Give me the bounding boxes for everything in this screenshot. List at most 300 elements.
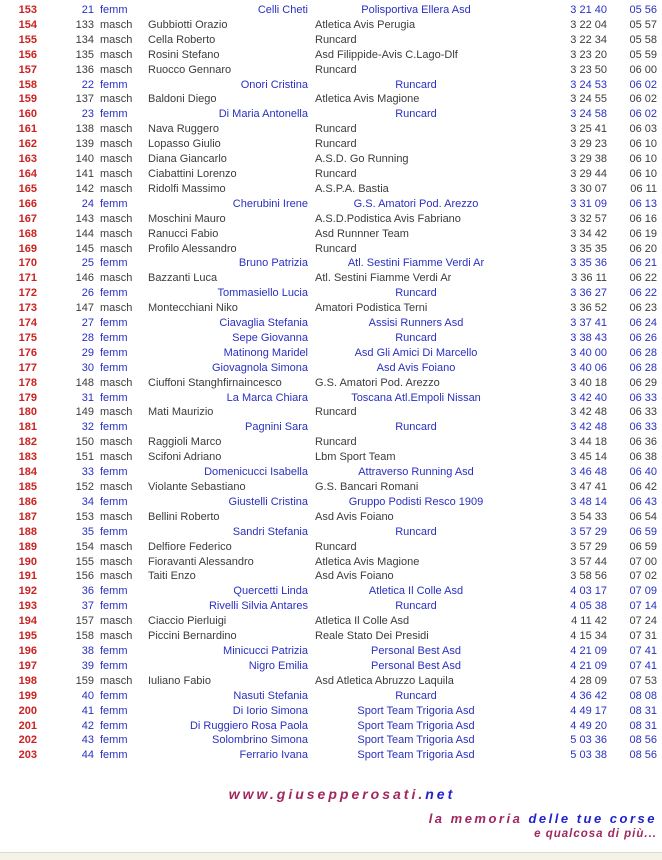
team-name: A.S.D. Go Running bbox=[315, 153, 409, 166]
category-rank: 40 bbox=[81, 689, 94, 702]
table-row bbox=[0, 152, 662, 167]
table-row bbox=[0, 450, 662, 465]
category-rank: 151 bbox=[75, 451, 94, 464]
team-name: Runcard bbox=[395, 525, 437, 538]
position-number: 193 bbox=[18, 600, 37, 613]
pace: 05 57 bbox=[629, 18, 657, 31]
page-footer bbox=[0, 786, 662, 840]
category-rank: 149 bbox=[75, 406, 94, 419]
team-name: A.S.P.A. Bastia bbox=[315, 182, 389, 195]
position-number: 188 bbox=[18, 525, 37, 538]
table-row bbox=[0, 78, 662, 93]
team-name: Personal Best Asd bbox=[371, 644, 461, 657]
finish-time: 3 30 07 bbox=[570, 182, 607, 195]
finish-time: 3 42 40 bbox=[570, 391, 607, 404]
team-name: Runcard bbox=[315, 167, 357, 180]
position-number: 163 bbox=[18, 153, 37, 166]
pace: 06 38 bbox=[629, 451, 657, 464]
gender-label: femm bbox=[100, 257, 128, 270]
position-number: 197 bbox=[18, 659, 37, 672]
team-name: Lbm Sport Team bbox=[315, 451, 396, 464]
finish-time: 3 57 44 bbox=[570, 555, 607, 568]
website-url-prefix: www.giusepperosati. bbox=[228, 786, 426, 802]
position-number: 191 bbox=[18, 570, 37, 583]
finish-time: 3 24 53 bbox=[570, 78, 607, 91]
table-row bbox=[0, 569, 662, 584]
category-rank: 140 bbox=[75, 153, 94, 166]
pace: 07 53 bbox=[629, 674, 657, 687]
table-row bbox=[0, 420, 662, 435]
finish-time: 5 03 36 bbox=[570, 734, 607, 747]
runner-name: Cella Roberto bbox=[148, 33, 216, 46]
category-rank: 145 bbox=[75, 242, 94, 255]
gender-label: femm bbox=[100, 719, 128, 732]
team-name: Gruppo Podisti Resco 1909 bbox=[348, 495, 484, 508]
table-row bbox=[0, 63, 662, 78]
gender-label: masch bbox=[100, 615, 133, 628]
position-number: 185 bbox=[18, 481, 37, 493]
runner-name: Raggioli Marco bbox=[148, 436, 222, 449]
table-row bbox=[0, 256, 662, 271]
finish-time: 3 40 06 bbox=[570, 361, 607, 374]
pace: 06 43 bbox=[629, 495, 657, 508]
runner-name: Pagnini Sara bbox=[245, 421, 308, 434]
runner-name: Ciuffoni Stanghfirnaincesco bbox=[148, 376, 282, 389]
runner-name: Diana Giancarlo bbox=[148, 153, 227, 166]
table-row bbox=[0, 674, 662, 689]
pace: 06 10 bbox=[629, 153, 657, 166]
category-rank: 135 bbox=[75, 48, 94, 61]
gender-label: masch bbox=[100, 570, 133, 583]
pace: 06 29 bbox=[629, 376, 657, 389]
category-rank: 157 bbox=[75, 615, 94, 628]
gender-label: femm bbox=[100, 734, 128, 747]
pace: 05 59 bbox=[629, 48, 657, 61]
category-rank: 41 bbox=[81, 704, 94, 717]
runner-name: Ranucci Fabio bbox=[148, 227, 219, 240]
gender-label: masch bbox=[100, 227, 133, 240]
finish-time: 3 57 29 bbox=[570, 525, 607, 538]
category-rank: 156 bbox=[75, 570, 94, 583]
table-row bbox=[0, 391, 662, 406]
gender-label: masch bbox=[100, 510, 133, 523]
category-rank: 34 bbox=[81, 495, 94, 508]
finish-time: 3 32 57 bbox=[570, 212, 607, 225]
gender-label: femm bbox=[100, 421, 128, 434]
table-row bbox=[0, 3, 662, 18]
table-row bbox=[0, 376, 662, 391]
pace: 06 20 bbox=[629, 242, 657, 255]
runner-name: Giovagnola Simona bbox=[211, 361, 308, 374]
pace: 06 02 bbox=[629, 108, 657, 121]
pace: 06 13 bbox=[629, 197, 657, 210]
pace: 08 08 bbox=[629, 689, 657, 702]
table-row bbox=[0, 540, 662, 555]
position-number: 180 bbox=[18, 406, 37, 419]
pace: 06 59 bbox=[629, 540, 657, 553]
finish-time: 5 03 38 bbox=[570, 749, 607, 762]
team-name: G.S. Amatori Pod. Arezzo bbox=[315, 376, 440, 389]
pace: 06 42 bbox=[629, 481, 657, 493]
position-number: 170 bbox=[18, 257, 37, 270]
finish-time: 4 03 17 bbox=[570, 585, 607, 598]
pace: 07 31 bbox=[629, 630, 657, 643]
finish-time: 3 47 41 bbox=[570, 481, 607, 493]
runner-name: Matinong Maridel bbox=[223, 346, 308, 359]
table-row bbox=[0, 271, 662, 286]
runner-name: Sandri Stefania bbox=[232, 525, 308, 538]
finish-time: 4 49 20 bbox=[570, 719, 607, 732]
runner-name: Celli Cheti bbox=[257, 4, 308, 16]
runner-name: Di Ruggiero Rosa Paola bbox=[189, 719, 308, 732]
runner-name: Fioravanti Alessandro bbox=[148, 555, 254, 568]
table-row bbox=[0, 33, 662, 48]
team-name: Amatori Podistica Terni bbox=[315, 302, 428, 315]
runner-name: Taiti Enzo bbox=[148, 570, 196, 583]
category-rank: 153 bbox=[75, 510, 94, 523]
position-number: 192 bbox=[18, 585, 37, 598]
position-number: 173 bbox=[18, 302, 37, 315]
category-rank: 23 bbox=[81, 108, 94, 121]
pace: 08 56 bbox=[629, 749, 657, 762]
pace: 05 58 bbox=[629, 33, 657, 46]
table-row bbox=[0, 227, 662, 242]
table-row bbox=[0, 48, 662, 63]
category-rank: 44 bbox=[81, 749, 94, 762]
runner-name: Nasuti Stefania bbox=[233, 689, 308, 702]
gender-label: masch bbox=[100, 436, 133, 449]
team-name: Sport Team Trigoria Asd bbox=[357, 734, 475, 747]
team-name: Runcard bbox=[395, 600, 437, 613]
runner-name: Moschini Mauro bbox=[148, 212, 226, 225]
finish-time: 4 21 09 bbox=[570, 644, 607, 657]
position-number: 182 bbox=[18, 436, 37, 449]
finish-time: 3 40 18 bbox=[570, 376, 607, 389]
position-number: 181 bbox=[18, 421, 37, 434]
runner-name: Tommasiello Lucia bbox=[217, 287, 308, 300]
runner-name: Nava Ruggero bbox=[148, 123, 219, 136]
finish-time: 3 36 11 bbox=[571, 272, 607, 285]
table-row bbox=[0, 167, 662, 182]
table-row bbox=[0, 301, 662, 316]
runner-name: Ferrario Ivana bbox=[239, 749, 308, 762]
finish-time: 3 23 50 bbox=[570, 63, 607, 76]
category-rank: 35 bbox=[81, 525, 94, 538]
table-row bbox=[0, 629, 662, 644]
pace: 06 26 bbox=[629, 331, 657, 344]
runner-name: Gubbiotti Orazio bbox=[148, 18, 228, 31]
pace: 06 10 bbox=[629, 138, 657, 151]
table-row bbox=[0, 197, 662, 212]
team-name: G.S. Bancari Romani bbox=[315, 481, 419, 493]
runner-name: Delfiore Federico bbox=[148, 540, 232, 553]
category-rank: 136 bbox=[75, 63, 94, 76]
gender-label: masch bbox=[100, 242, 133, 255]
position-number: 195 bbox=[18, 630, 37, 643]
category-rank: 36 bbox=[81, 585, 94, 598]
position-number: 175 bbox=[18, 331, 37, 344]
bottom-strip bbox=[0, 852, 662, 860]
finish-time: 4 21 09 bbox=[570, 659, 607, 672]
runner-name: Cherubini Irene bbox=[232, 197, 308, 210]
pace: 07 02 bbox=[629, 570, 657, 583]
finish-time: 3 38 43 bbox=[570, 331, 607, 344]
table-row bbox=[0, 212, 662, 227]
finish-time: 3 42 48 bbox=[570, 406, 607, 419]
position-number: 155 bbox=[18, 33, 37, 46]
position-number: 184 bbox=[18, 466, 37, 479]
table-row bbox=[0, 733, 662, 748]
team-name: Runcard bbox=[395, 331, 437, 344]
table-row bbox=[0, 704, 662, 719]
finish-time: 3 22 34 bbox=[570, 33, 607, 46]
position-number: 190 bbox=[18, 555, 37, 568]
table-row bbox=[0, 659, 662, 674]
runner-name: Bruno Patrizia bbox=[238, 257, 308, 270]
team-name: Atletica Avis Magione bbox=[315, 555, 420, 568]
pace: 07 41 bbox=[629, 644, 657, 657]
position-number: 171 bbox=[18, 272, 37, 285]
finish-time: 3 46 48 bbox=[570, 466, 607, 479]
finish-time: 3 35 35 bbox=[570, 242, 607, 255]
pace: 06 21 bbox=[629, 257, 657, 270]
pace: 06 40 bbox=[629, 466, 657, 479]
position-number: 179 bbox=[18, 391, 37, 404]
category-rank: 144 bbox=[75, 227, 94, 240]
finish-time: 3 22 04 bbox=[570, 18, 607, 31]
team-name: A.S.D.Podistica Avis Fabriano bbox=[315, 212, 461, 225]
category-rank: 30 bbox=[81, 361, 94, 374]
gender-label: femm bbox=[100, 644, 128, 657]
table-row bbox=[0, 510, 662, 525]
gender-label: masch bbox=[100, 153, 133, 166]
table-row bbox=[0, 182, 662, 197]
gender-label: masch bbox=[100, 63, 133, 76]
pace: 06 28 bbox=[629, 346, 657, 359]
position-number: 160 bbox=[18, 108, 37, 121]
position-number: 194 bbox=[18, 615, 37, 628]
team-name: Atletica Il Colle Asd bbox=[315, 615, 410, 628]
category-rank: 29 bbox=[81, 346, 94, 359]
gender-label: femm bbox=[100, 346, 128, 359]
pace: 06 02 bbox=[629, 93, 657, 106]
position-number: 186 bbox=[18, 495, 37, 508]
runner-name: Baldoni Diego bbox=[148, 93, 217, 106]
pace: 07 41 bbox=[629, 659, 657, 672]
position-number: 203 bbox=[18, 749, 37, 762]
gender-label: masch bbox=[100, 555, 133, 568]
pace: 07 09 bbox=[629, 585, 657, 598]
team-name: Asd Atletica Abruzzo Laquila bbox=[315, 674, 454, 687]
gender-label: masch bbox=[100, 630, 133, 643]
position-number: 196 bbox=[18, 644, 37, 657]
finish-time: 3 57 29 bbox=[570, 540, 607, 553]
gender-label: masch bbox=[100, 674, 133, 687]
position-number: 172 bbox=[18, 287, 37, 300]
table-row bbox=[0, 495, 662, 510]
gender-label: masch bbox=[100, 272, 133, 285]
category-rank: 147 bbox=[75, 302, 94, 315]
category-rank: 158 bbox=[75, 630, 94, 643]
finish-time: 3 25 41 bbox=[570, 123, 607, 136]
finish-time: 3 29 23 bbox=[570, 138, 607, 151]
category-rank: 25 bbox=[81, 257, 94, 270]
gender-label: masch bbox=[100, 376, 133, 389]
tagline-part2: delle tue corse bbox=[528, 811, 657, 826]
team-name: Asd Gli Amici Di Marcello bbox=[354, 346, 478, 359]
position-number: 189 bbox=[18, 540, 37, 553]
position-number: 201 bbox=[18, 719, 37, 732]
category-rank: 37 bbox=[81, 600, 94, 613]
category-rank: 159 bbox=[75, 674, 94, 687]
runner-name: Minicucci Patrizia bbox=[223, 644, 308, 657]
gender-label: masch bbox=[100, 18, 133, 31]
runner-name: Onori Cristina bbox=[240, 78, 308, 91]
position-number: 157 bbox=[18, 63, 37, 76]
gender-label: masch bbox=[100, 123, 133, 136]
runner-name: Solombrino Simona bbox=[212, 734, 308, 747]
gender-label: femm bbox=[100, 659, 128, 672]
team-name: Asd Avis Foiano bbox=[315, 570, 394, 583]
gender-label: masch bbox=[100, 93, 133, 106]
gender-label: femm bbox=[100, 749, 128, 762]
table-row bbox=[0, 435, 662, 450]
category-rank: 154 bbox=[75, 540, 94, 553]
pace: 06 19 bbox=[629, 227, 657, 240]
table-row bbox=[0, 555, 662, 570]
category-rank: 139 bbox=[75, 138, 94, 151]
finish-time: 3 29 44 bbox=[570, 167, 607, 180]
category-rank: 33 bbox=[81, 466, 94, 479]
team-name: Runcard bbox=[315, 33, 357, 46]
runner-name: Ciaccio Pierluigi bbox=[148, 615, 227, 628]
pace: 07 24 bbox=[629, 615, 657, 628]
runner-name: Mati Maurizio bbox=[148, 406, 214, 419]
position-number: 199 bbox=[18, 689, 37, 702]
pace: 05 56 bbox=[629, 4, 657, 16]
category-rank: 146 bbox=[75, 272, 94, 285]
table-row bbox=[0, 18, 662, 33]
finish-time: 3 35 36 bbox=[570, 257, 607, 270]
pace: 06 28 bbox=[629, 361, 657, 374]
category-rank: 137 bbox=[75, 93, 94, 106]
category-rank: 155 bbox=[75, 555, 94, 568]
team-name: Sport Team Trigoria Asd bbox=[357, 749, 475, 762]
table-row bbox=[0, 286, 662, 301]
website-url-suffix: net bbox=[425, 786, 456, 802]
table-row bbox=[0, 748, 662, 763]
pace: 07 14 bbox=[629, 600, 657, 613]
gender-label: femm bbox=[100, 4, 128, 16]
table-row bbox=[0, 92, 662, 107]
table-row bbox=[0, 599, 662, 614]
runner-name: Rivelli Silvia Antares bbox=[208, 600, 308, 613]
position-number: 164 bbox=[18, 167, 37, 180]
race-results-table bbox=[0, 3, 662, 763]
category-rank: 31 bbox=[81, 391, 94, 404]
team-name: Runcard bbox=[395, 689, 437, 702]
team-name: Assisi Runners Asd bbox=[368, 317, 464, 330]
team-name: Asd Runnner Team bbox=[315, 227, 409, 240]
team-name: G.S. Amatori Pod. Arezzo bbox=[353, 197, 479, 210]
team-name: Sport Team Trigoria Asd bbox=[357, 704, 475, 717]
pace: 06 10 bbox=[629, 167, 657, 180]
table-row bbox=[0, 122, 662, 137]
finish-time: 4 15 34 bbox=[570, 630, 607, 643]
tagline-part1: la memoria bbox=[428, 811, 529, 826]
finish-time: 4 11 42 bbox=[571, 615, 607, 628]
runner-name: Violante Sebastiano bbox=[148, 481, 246, 493]
table-row bbox=[0, 614, 662, 629]
pace: 06 54 bbox=[629, 510, 657, 523]
position-number: 200 bbox=[18, 704, 37, 717]
category-rank: 26 bbox=[81, 287, 94, 300]
runner-name: Nigro Emilia bbox=[248, 659, 308, 672]
table-row bbox=[0, 316, 662, 331]
finish-time: 3 34 42 bbox=[570, 227, 607, 240]
gender-label: masch bbox=[100, 212, 133, 225]
category-rank: 152 bbox=[75, 481, 94, 493]
runner-name: Ridolfi Massimo bbox=[148, 182, 226, 195]
table-row bbox=[0, 242, 662, 257]
pace: 06 33 bbox=[629, 391, 657, 404]
category-rank: 32 bbox=[81, 421, 94, 434]
position-number: 158 bbox=[18, 78, 37, 91]
website-url[interactable] bbox=[0, 786, 662, 802]
team-name: Runcard bbox=[315, 138, 357, 151]
gender-label: femm bbox=[100, 197, 128, 210]
category-rank: 148 bbox=[75, 376, 94, 389]
table-row bbox=[0, 361, 662, 376]
position-number: 165 bbox=[18, 182, 37, 195]
team-name: Toscana Atl.Empoli Nissan bbox=[351, 391, 481, 404]
gender-label: masch bbox=[100, 302, 133, 315]
table-row bbox=[0, 689, 662, 704]
finish-time: 3 48 14 bbox=[570, 495, 607, 508]
position-number: 176 bbox=[18, 346, 37, 359]
runner-name: Domenicucci Isabella bbox=[204, 466, 308, 479]
pace: 06 24 bbox=[629, 317, 657, 330]
table-row bbox=[0, 346, 662, 361]
position-number: 178 bbox=[18, 376, 37, 389]
gender-label: masch bbox=[100, 48, 133, 61]
gender-label: masch bbox=[100, 481, 133, 493]
gender-label: femm bbox=[100, 331, 128, 344]
pace: 06 23 bbox=[629, 302, 657, 315]
gender-label: femm bbox=[100, 78, 128, 91]
gender-label: femm bbox=[100, 585, 128, 598]
gender-label: masch bbox=[100, 138, 133, 151]
gender-label: masch bbox=[100, 33, 133, 46]
pace: 07 00 bbox=[629, 555, 657, 568]
team-name: Reale Stato Dei Presidi bbox=[315, 630, 429, 643]
gender-label: femm bbox=[100, 466, 128, 479]
category-rank: 28 bbox=[81, 331, 94, 344]
position-number: 154 bbox=[18, 18, 37, 31]
position-number: 202 bbox=[18, 734, 37, 747]
runner-name: Di Maria Antonella bbox=[218, 108, 308, 121]
position-number: 166 bbox=[18, 197, 37, 210]
team-name: Runcard bbox=[395, 108, 437, 121]
gender-label: femm bbox=[100, 689, 128, 702]
position-number: 177 bbox=[18, 361, 37, 374]
runner-name: Ciavaglia Stefania bbox=[219, 317, 308, 330]
table-row bbox=[0, 584, 662, 599]
category-rank: 39 bbox=[81, 659, 94, 672]
team-name: Polisportiva Ellera Asd bbox=[361, 4, 471, 16]
finish-time: 4 28 09 bbox=[570, 674, 607, 687]
finish-time: 3 58 56 bbox=[570, 570, 607, 583]
